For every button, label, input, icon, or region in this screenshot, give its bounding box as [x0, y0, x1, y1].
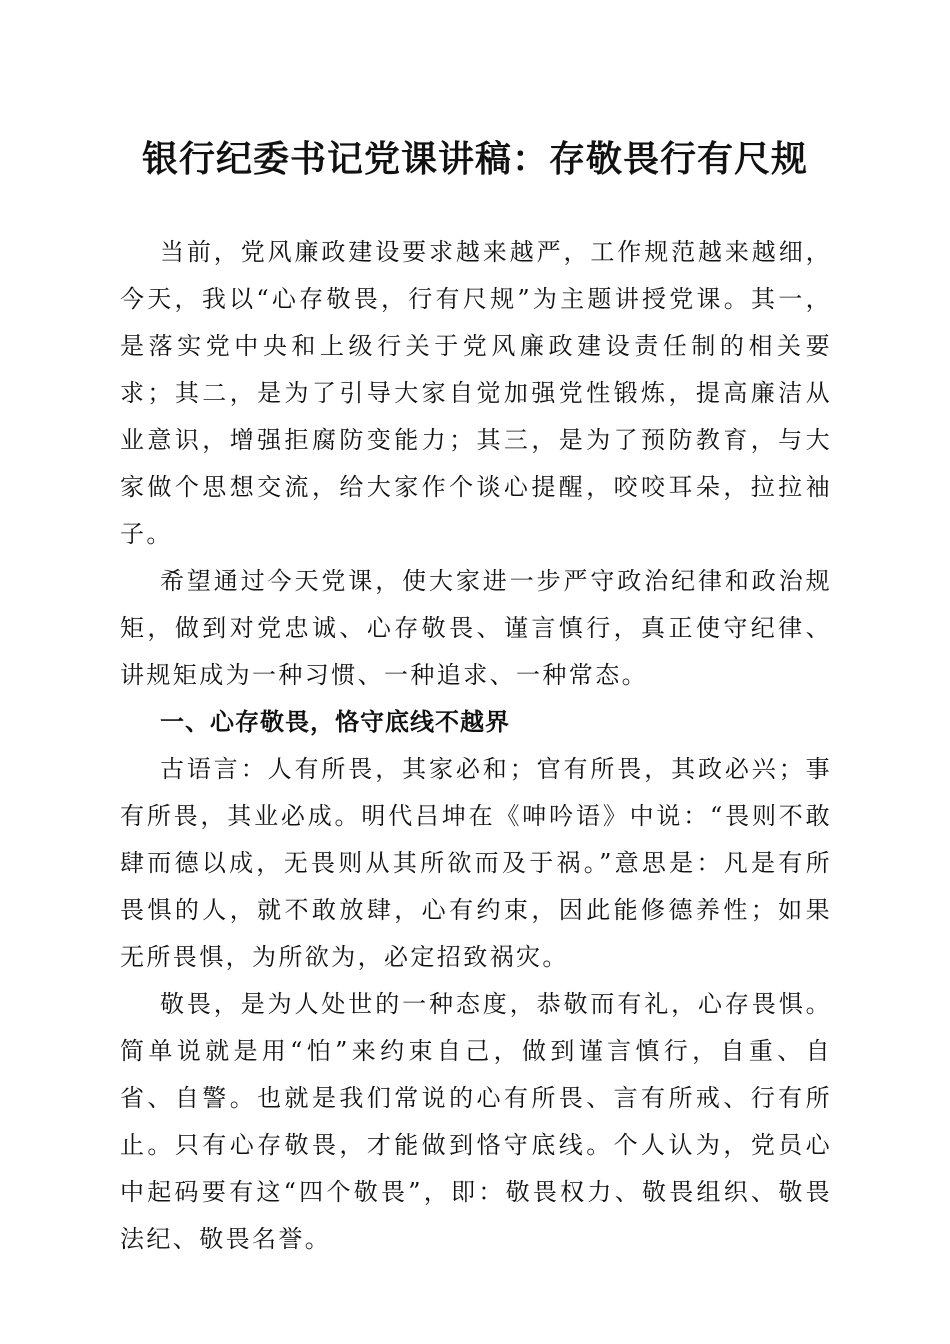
document-body — [120, 229, 832, 1263]
section-heading: 一、心存敬畏，恪守底线不越界 — [160, 708, 510, 736]
section-paragraph-2: 敬畏，是为人处世的一种态度，恭敬而有礼，心存畏惧。简单说就是用“怕”来约束自己，做到谨言慎行，自重、自省、自警。也就是我们常说的心有所畏、言有所戒、行有所止。只有心存敬畏，才能做到恪守底线。个人认为，党员心中起码要有这“四个敬畏”，即：敬畏权力、敬畏组织、敬畏法纪、敬畏名誉。 — [120, 990, 832, 1253]
intro-paragraph-2: 希望通过今天党课，使大家进一步严守政治纪律和政治规矩，做到对党忠诚、心存敬畏、谨言慎行，真正使守纪律、讲规矩成为一种习惯、一种追求、一种常态。 — [120, 567, 832, 689]
document-title: 银行纪委书记党课讲稿：存敬畏行有尺规 — [141, 138, 808, 180]
section-paragraph-1: 古语言：人有所畏，其家必和；官有所畏，其政必兴；事有所畏，其业必成。明代吕坤在《呻吟语》中说：“畏则不敢肆而德以成，无畏则从其所欲而及于祸。”意思是：凡是有所畏惧的人，就不敢放肆，心有约束，因此能修德养性；如果无所畏惧，为所欲为，必定招致祸灾。 — [120, 755, 832, 971]
intro-paragraph-1: 当前，党风廉政建设要求越来越严，工作规范越来越细，今天，我以“心存敬畏，行有尺规”为主题讲授党课。其一，是落实党中央和上级行关于党风廉政建设责任制的相关要求；其二，是为了引导大家自觉加强党性锻炼，提高廉洁从业意识，增强拒腐防变能力；其三，是为了预防教育，与大家做个思想交流，给大家作个谈心提醒，咬咬耳朵，拉拉袖子。 — [120, 238, 832, 548]
